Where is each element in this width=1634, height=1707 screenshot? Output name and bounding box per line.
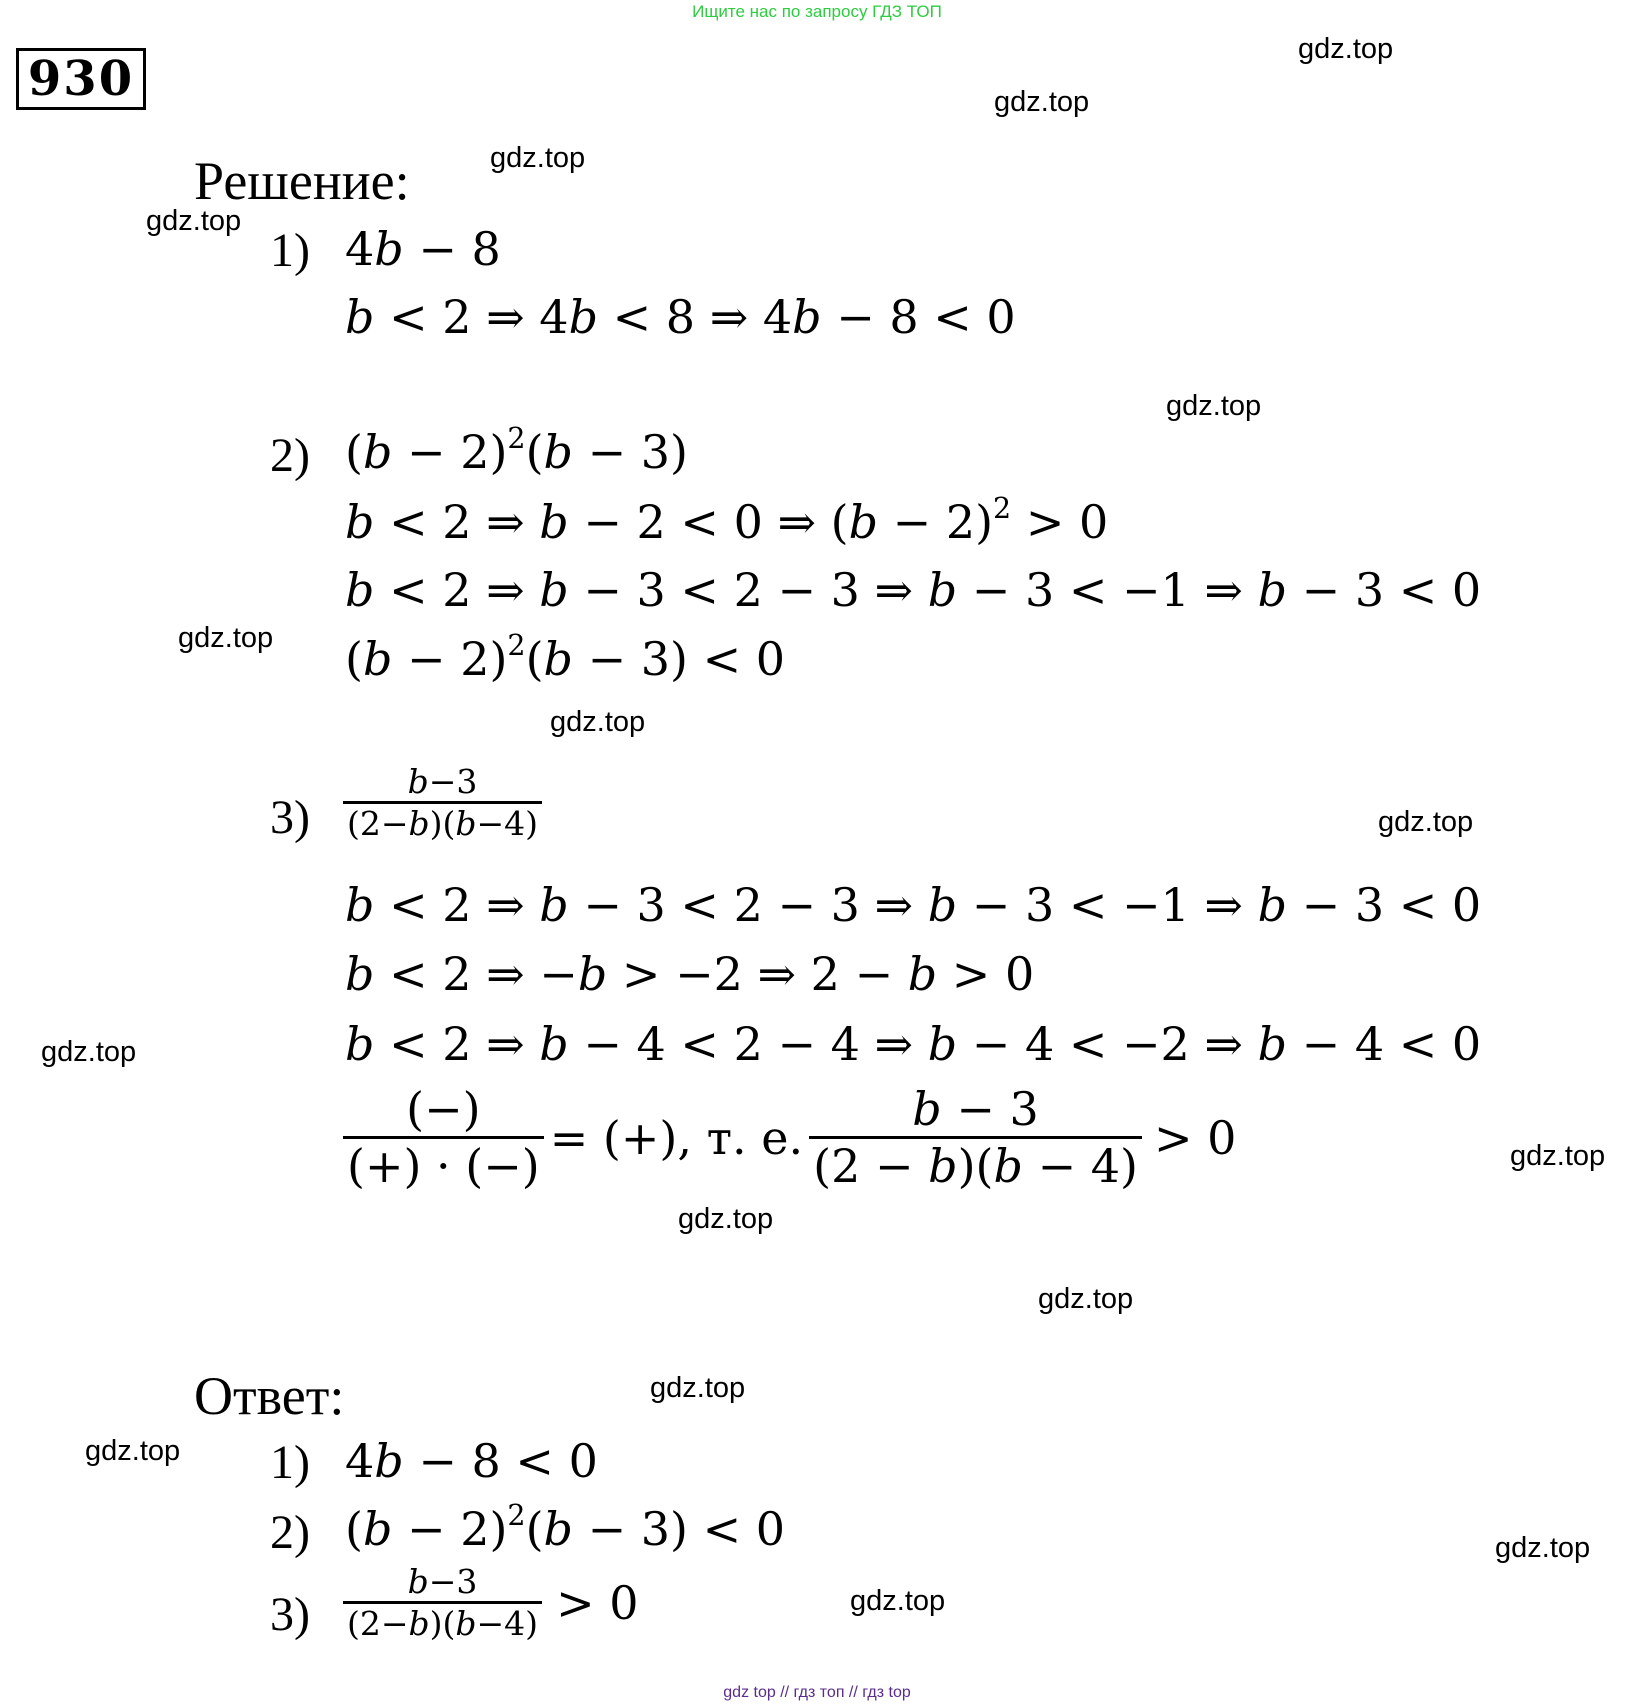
part3-line1: b < 2 ⇒ b − 3 < 2 − 3 ⇒ b − 3 < −1 ⇒ b − 3 < 0 xyxy=(345,878,1482,932)
result-denominator: (2 − b)(b − 4) xyxy=(813,1139,1138,1193)
answer2: $(b - 2)^2(b - 3) < 0$ xyxy=(345,1499,786,1556)
watermark: gdz.top xyxy=(1166,390,1262,422)
watermark: gdz.top xyxy=(41,1036,137,1068)
part2-line1: b < 2 ⇒ b − 2 < 0 ⇒ $(b - 2)^2 > 0$ xyxy=(345,492,1109,549)
answer3 xyxy=(343,1562,639,1643)
sign-numerator: (−) xyxy=(406,1082,481,1136)
watermark: gdz.top xyxy=(1510,1140,1606,1172)
watermark: gdz.top xyxy=(178,622,274,654)
part1-label: 1) xyxy=(270,224,310,277)
watermark: gdz.top xyxy=(1495,1532,1591,1564)
watermark: gdz.top xyxy=(650,1372,746,1404)
watermark: gdz.top xyxy=(678,1203,774,1235)
watermark: gdz.top xyxy=(490,142,586,174)
part3-denominator: (2−b)(b−4) xyxy=(347,804,539,843)
part3-line3: b < 2 ⇒ b − 4 < 2 − 4 ⇒ b − 4 < −2 ⇒ b − 4 < 0 xyxy=(345,1017,1482,1071)
watermark: gdz.top xyxy=(1298,33,1394,65)
watermark: gdz.top xyxy=(550,706,646,738)
sign-denominator: (+) · (−) xyxy=(347,1139,540,1193)
part3-fraction xyxy=(343,762,542,843)
part2-label: 2) xyxy=(270,429,310,482)
search-hint: Ищите нас по запросу ГДЗ ТОП xyxy=(692,2,942,21)
watermark: gdz.top xyxy=(850,1585,946,1617)
watermark: gdz.top xyxy=(1378,806,1474,838)
result-numerator: b − 3 xyxy=(912,1082,1039,1136)
answer1-label: 1) xyxy=(270,1436,310,1489)
part2-line3: $(b - 2)^2(b - 3) < 0$ xyxy=(345,629,786,686)
part3-line2: b < 2 ⇒ −b > −2 ⇒ 2 − b > 0 xyxy=(345,947,1035,1001)
problem-number: 930 xyxy=(16,48,146,110)
answer1: 4b − 8 < 0 xyxy=(345,1434,598,1488)
part3-label: 3) xyxy=(270,791,310,844)
part3-numerator: b−3 xyxy=(407,762,478,801)
answer2-label: 2) xyxy=(270,1506,310,1559)
part2-line2: b < 2 ⇒ b − 3 < 2 − 3 ⇒ b − 3 < −1 ⇒ b − 3 < 0 xyxy=(345,563,1482,617)
watermark: gdz.top xyxy=(1038,1283,1134,1315)
solution-heading: Решение: xyxy=(194,151,410,211)
watermark: gdz.top xyxy=(146,205,242,237)
answer3-label: 3) xyxy=(270,1588,310,1641)
answer3-denominator: (2−b)(b−4) xyxy=(347,1604,539,1643)
answer3-tail: > 0 xyxy=(556,1575,639,1630)
watermark: gdz.top xyxy=(85,1435,181,1467)
part2-expression: $(b - 2)^2(b - 3)$ xyxy=(345,422,688,479)
part1-expression: 4b − 8 xyxy=(345,222,501,276)
part1-line1: b < 2 ⇒ 4b < 8 ⇒ 4b − 8 < 0 xyxy=(345,290,1016,344)
sign-result: = (+), т. е. xyxy=(549,1110,804,1165)
answer-heading: Ответ: xyxy=(194,1366,345,1426)
part3-sign-analysis xyxy=(343,1082,1236,1193)
footer: gdz top // гдз топ // гдз top xyxy=(723,1684,911,1701)
result-tail: > 0 xyxy=(1153,1110,1237,1165)
answer3-numerator: b−3 xyxy=(407,1562,478,1601)
watermark: gdz.top xyxy=(994,86,1090,118)
